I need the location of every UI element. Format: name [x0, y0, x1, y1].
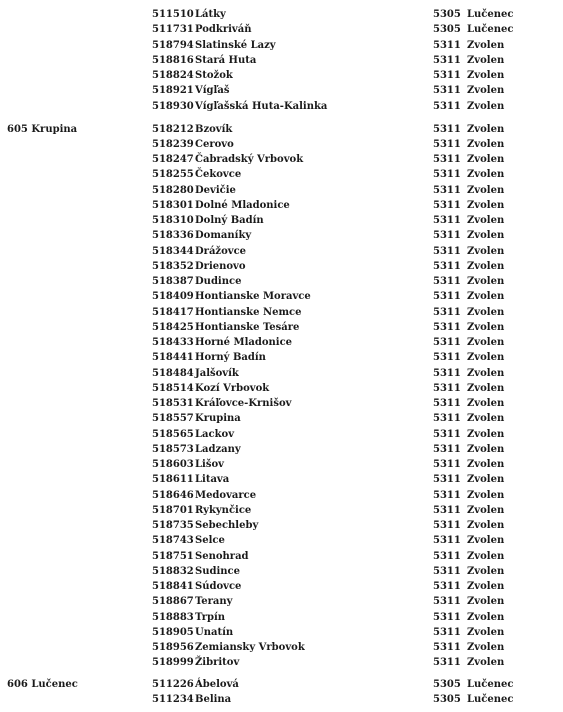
- list-item: [0, 167, 563, 182]
- office-name: Zvolen: [467, 474, 505, 486]
- list-item: [0, 625, 563, 640]
- office-code: 5311: [433, 382, 461, 394]
- municipality-name: Trpín: [195, 611, 226, 623]
- municipality-code: 518212: [152, 123, 194, 135]
- list-item: [0, 68, 563, 83]
- office-code: 5311: [433, 443, 461, 455]
- list-item: [0, 677, 563, 692]
- office-name: Zvolen: [467, 321, 505, 333]
- municipality-name: Súdovce: [195, 581, 242, 592]
- municipality-code: 511731: [152, 24, 194, 36]
- office-name: Zvolen: [467, 123, 505, 135]
- list-item: [0, 259, 563, 274]
- municipality-name: Jalšovík: [195, 367, 239, 379]
- municipality-code: 518603: [152, 459, 194, 470]
- office-code: 5311: [433, 100, 461, 112]
- municipality-name: Hontianske Tesáre: [195, 321, 300, 333]
- municipality-code: 518701: [152, 504, 194, 516]
- office-name: Zvolen: [467, 443, 505, 455]
- municipality-name: Drienovo: [195, 260, 246, 272]
- list-item: [0, 692, 563, 707]
- office-code: 5311: [433, 138, 461, 150]
- municipality-name: Drážovce: [195, 245, 247, 257]
- office-code: 5311: [433, 367, 461, 379]
- office-name: Zvolen: [467, 596, 505, 608]
- office-name: Zvolen: [467, 489, 505, 501]
- office-code: 5305: [433, 694, 461, 706]
- municipality-name: Zemiansky Vrbovok: [195, 642, 305, 653]
- district-label: 606 Lučenec: [7, 679, 78, 690]
- municipality-code: 518484: [152, 367, 194, 379]
- list-item: [0, 594, 563, 609]
- office-code: 5311: [433, 85, 461, 97]
- office-code: 5311: [433, 230, 461, 242]
- office-name: Zvolen: [467, 154, 505, 165]
- list-item: [0, 335, 563, 350]
- office-code: 5311: [433, 245, 461, 257]
- office-code: 5311: [433, 611, 461, 623]
- list-item: [0, 83, 563, 98]
- office-name: Zvolen: [467, 39, 505, 51]
- office-code: 5311: [433, 123, 461, 135]
- office-code: 5311: [433, 352, 461, 364]
- municipality-code: 518310: [152, 215, 194, 226]
- office-code: 5311: [433, 550, 461, 562]
- list-item: [0, 7, 563, 22]
- municipality-code: 518867: [152, 596, 194, 608]
- municipality-name: Dolný Badín: [195, 215, 264, 226]
- office-name: Lučenec: [467, 679, 514, 690]
- office-name: Zvolen: [467, 550, 505, 562]
- office-name: Zvolen: [467, 565, 505, 577]
- office-code: 5311: [433, 520, 461, 531]
- list-item: [0, 579, 563, 594]
- office-code: 5311: [433, 337, 461, 348]
- municipality-name: Hontianske Moravce: [195, 291, 311, 303]
- office-name: Zvolen: [467, 85, 505, 97]
- office-code: 5311: [433, 581, 461, 592]
- office-code: 5311: [433, 169, 461, 181]
- office-code: 5311: [433, 535, 461, 547]
- office-code: 5311: [433, 199, 461, 211]
- municipality-code: 518417: [152, 306, 194, 318]
- office-code: 5311: [433, 39, 461, 51]
- office-code: 5311: [433, 154, 461, 165]
- municipality-name: Dudince: [195, 276, 242, 287]
- list-item: [0, 655, 563, 670]
- office-name: Lučenec: [467, 24, 514, 36]
- municipality-code: 518280: [152, 184, 194, 196]
- municipality-name: Slatinské Lazy: [195, 39, 276, 51]
- office-code: 5311: [433, 321, 461, 333]
- municipality-code: 518735: [152, 520, 194, 531]
- office-code: 5311: [433, 215, 461, 226]
- office-name: Zvolen: [467, 291, 505, 303]
- office-name: Zvolen: [467, 382, 505, 394]
- office-code: 5311: [433, 306, 461, 318]
- office-name: Zvolen: [467, 367, 505, 379]
- municipality-name: Sudince: [195, 565, 241, 577]
- office-name: Zvolen: [467, 138, 505, 150]
- office-name: Zvolen: [467, 611, 505, 623]
- office-name: Zvolen: [467, 306, 505, 318]
- municipality-code: 518743: [152, 535, 194, 547]
- municipality-code: 518514: [152, 382, 194, 394]
- office-name: Zvolen: [467, 581, 505, 592]
- office-name: Zvolen: [467, 215, 505, 226]
- municipality-name: Devičie: [195, 184, 236, 196]
- municipality-name: Hontianske Nemce: [195, 306, 302, 318]
- list-item: [0, 244, 563, 259]
- municipality-name: Ladzany: [195, 443, 241, 455]
- list-item: [0, 228, 563, 243]
- municipality-name: Vígľašská Huta-Kalinka: [195, 100, 328, 112]
- office-code: 5305: [433, 9, 461, 20]
- district-label: 605 Krupina: [7, 123, 78, 135]
- office-code: 5305: [433, 24, 461, 36]
- office-name: Zvolen: [467, 428, 505, 440]
- municipality-name: Stožok: [195, 70, 233, 81]
- office-code: 5311: [433, 504, 461, 516]
- municipality-name: Stará Huta: [195, 54, 257, 66]
- municipality-code: 518751: [152, 550, 194, 562]
- office-name: Zvolen: [467, 459, 505, 470]
- municipality-code: 511226: [152, 679, 194, 690]
- municipality-code: 518824: [152, 70, 194, 81]
- municipality-code: 518344: [152, 245, 194, 257]
- municipality-code: 518841: [152, 581, 194, 592]
- list-item: [0, 22, 563, 37]
- municipality-name: Sebechleby: [195, 520, 259, 531]
- municipality-code: 518905: [152, 626, 194, 638]
- list-item: [0, 274, 563, 289]
- municipality-code: 511234: [152, 694, 194, 706]
- office-code: 5311: [433, 413, 461, 425]
- municipality-code: 518425: [152, 321, 194, 333]
- list-item: [0, 350, 563, 365]
- municipality-code: 518565: [152, 428, 194, 440]
- list-item: [0, 442, 563, 457]
- list-item: [0, 472, 563, 487]
- list-item: [0, 610, 563, 625]
- list-item: [0, 457, 563, 472]
- office-name: Zvolen: [467, 54, 505, 66]
- office-code: 5311: [433, 596, 461, 608]
- office-name: Zvolen: [467, 245, 505, 257]
- list-item: [0, 640, 563, 655]
- list-item: [0, 488, 563, 503]
- office-code: 5311: [433, 626, 461, 638]
- office-code: 5311: [433, 428, 461, 440]
- list-item: [0, 320, 563, 335]
- municipality-code: 518930: [152, 100, 194, 112]
- municipality-code: 511510: [152, 9, 194, 20]
- municipality-name: Krupina: [195, 413, 241, 425]
- list-item: [0, 427, 563, 442]
- office-name: Zvolen: [467, 70, 505, 81]
- municipality-name: Čabradský Vrbovok: [195, 154, 304, 165]
- list-item: [0, 396, 563, 411]
- list-item: [0, 137, 563, 152]
- municipality-name: Kráľovce-Krnišov: [195, 398, 292, 409]
- list-item: [0, 411, 563, 426]
- list-item: [0, 564, 563, 579]
- municipality-name: Litava: [195, 474, 230, 486]
- office-name: Zvolen: [467, 642, 505, 653]
- municipality-name: Horný Badín: [195, 352, 266, 364]
- office-name: Zvolen: [467, 230, 505, 242]
- office-name: Lučenec: [467, 694, 514, 706]
- office-name: Zvolen: [467, 100, 505, 112]
- office-code: 5311: [433, 54, 461, 66]
- municipality-code: 518336: [152, 230, 194, 242]
- list-item: [0, 549, 563, 564]
- office-name: Zvolen: [467, 260, 505, 272]
- municipality-name: Podkriváň: [195, 24, 252, 36]
- list-item: [0, 213, 563, 228]
- list-item: [0, 53, 563, 68]
- office-name: Zvolen: [467, 535, 505, 547]
- list-item: [0, 518, 563, 533]
- municipality-code: 518301: [152, 199, 194, 211]
- list-item: [0, 122, 563, 137]
- municipality-code: 518239: [152, 138, 194, 150]
- municipality-name: Vígľaš: [195, 85, 230, 97]
- municipality-name: Unatín: [195, 626, 234, 638]
- municipality-name: Selce: [195, 535, 225, 547]
- municipality-name: Domaníky: [195, 230, 252, 242]
- office-code: 5311: [433, 291, 461, 303]
- municipality-code: 518816: [152, 54, 194, 66]
- office-name: Zvolen: [467, 520, 505, 531]
- municipality-code: 518883: [152, 611, 194, 623]
- municipality-code: 518921: [152, 85, 194, 97]
- office-code: 5311: [433, 657, 461, 669]
- municipality-name: Senohrad: [195, 550, 249, 562]
- municipality-code: 518352: [152, 260, 194, 272]
- municipality-code: 518247: [152, 154, 194, 165]
- municipality-code: 518441: [152, 352, 194, 364]
- list-item: [0, 503, 563, 518]
- office-name: Zvolen: [467, 413, 505, 425]
- office-code: 5311: [433, 642, 461, 653]
- list-item: [0, 183, 563, 198]
- list-item: [0, 381, 563, 396]
- office-code: 5311: [433, 459, 461, 470]
- office-name: Zvolen: [467, 626, 505, 638]
- municipality-name: Rykynčice: [195, 504, 252, 516]
- municipality-name: Látky: [195, 9, 226, 20]
- municipality-name: Bzovík: [195, 123, 233, 135]
- list-item: [0, 198, 563, 213]
- municipality-name: Lackov: [195, 428, 235, 440]
- office-name: Zvolen: [467, 657, 505, 669]
- municipality-code: 518255: [152, 169, 194, 181]
- list-item: [0, 366, 563, 381]
- municipality-name: Horné Mladonice: [195, 337, 293, 348]
- municipality-name: Lišov: [195, 459, 224, 470]
- municipality-code: 518646: [152, 489, 194, 501]
- municipality-name: Medovarce: [195, 489, 257, 501]
- office-code: 5311: [433, 474, 461, 486]
- office-name: Zvolen: [467, 276, 505, 287]
- municipality-code: 518611: [152, 474, 194, 486]
- office-name: Zvolen: [467, 184, 505, 196]
- municipality-code: 518409: [152, 291, 194, 303]
- office-name: Zvolen: [467, 337, 505, 348]
- municipality-code: 518387: [152, 276, 194, 287]
- municipality-code: 518433: [152, 337, 194, 348]
- municipality-code: 518794: [152, 39, 194, 51]
- list-item: [0, 99, 563, 114]
- list-item: [0, 289, 563, 304]
- list-item: [0, 152, 563, 167]
- office-name: Zvolen: [467, 398, 505, 409]
- municipality-code: 518999: [152, 657, 194, 669]
- municipality-code: 518573: [152, 443, 194, 455]
- municipality-name: Kozí Vrbovok: [195, 382, 270, 394]
- office-code: 5311: [433, 276, 461, 287]
- office-code: 5311: [433, 184, 461, 196]
- office-name: Zvolen: [467, 504, 505, 516]
- municipality-code: 518531: [152, 398, 194, 409]
- office-code: 5311: [433, 70, 461, 81]
- municipality-name: Terany: [195, 596, 233, 608]
- list-item: [0, 305, 563, 320]
- office-code: 5311: [433, 398, 461, 409]
- municipality-name: Dolné Mladonice: [195, 199, 290, 211]
- municipality-name: Belina: [195, 694, 232, 706]
- office-code: 5311: [433, 260, 461, 272]
- office-code: 5311: [433, 565, 461, 577]
- municipality-name: Ábelová: [195, 679, 239, 690]
- office-name: Zvolen: [467, 169, 505, 181]
- municipality-name: Čekovce: [195, 169, 242, 181]
- municipality-code: 518956: [152, 642, 194, 653]
- office-code: 5305: [433, 679, 461, 690]
- list-item: [0, 38, 563, 53]
- office-name: Lučenec: [467, 9, 514, 20]
- office-name: Zvolen: [467, 199, 505, 211]
- office-code: 5311: [433, 489, 461, 501]
- municipality-name: Cerovo: [195, 138, 234, 150]
- office-name: Zvolen: [467, 352, 505, 364]
- municipality-name: Žibritov: [195, 657, 240, 669]
- municipality-code: 518832: [152, 565, 194, 577]
- municipality-code: 518557: [152, 413, 194, 425]
- list-item: [0, 533, 563, 548]
